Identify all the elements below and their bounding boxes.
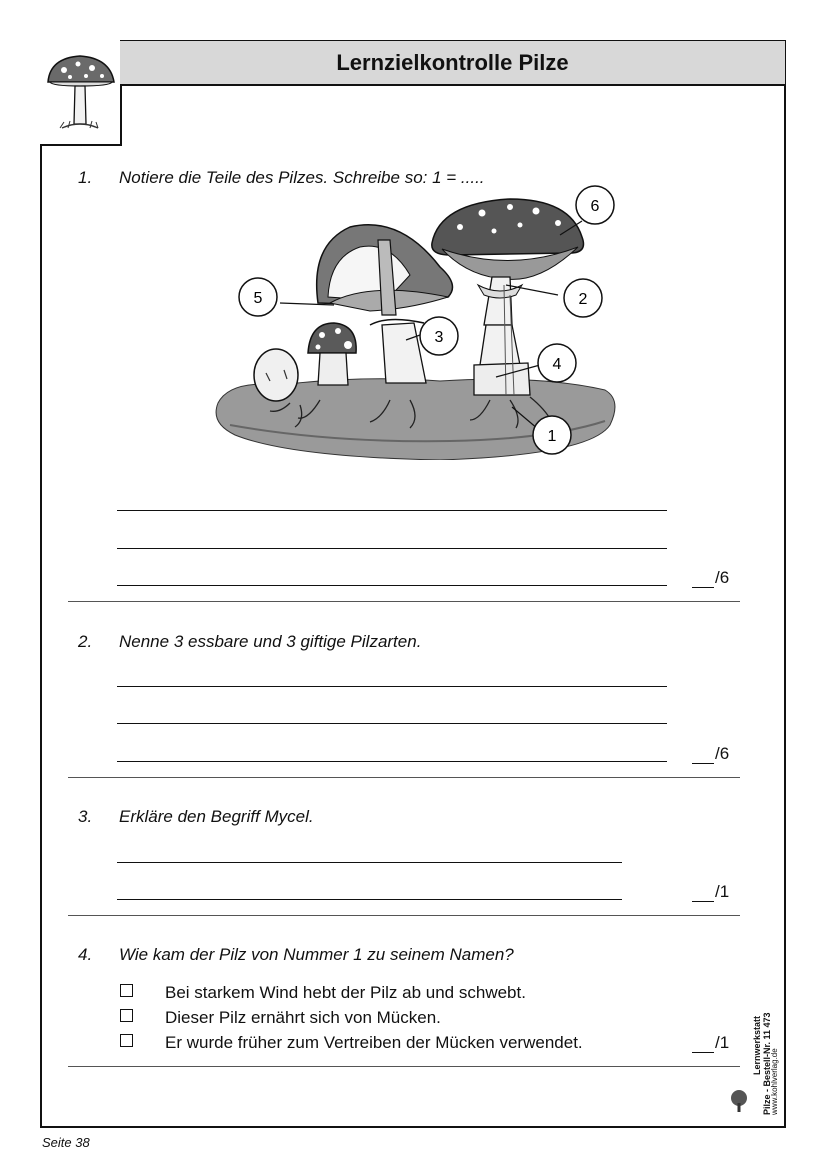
- label-6: [576, 186, 614, 224]
- label-1: [533, 416, 571, 454]
- checkbox[interactable]: [120, 1009, 133, 1022]
- publisher-info: [748, 925, 778, 1115]
- svg-text:5: 5: [253, 290, 263, 307]
- section-divider: [68, 777, 740, 778]
- question-text: Wie kam der Pilz von Nummer 1 zu seinem Namen?: [119, 945, 514, 964]
- svg-text:2: 2: [578, 291, 588, 308]
- score-blank[interactable]: [692, 747, 714, 764]
- question-number: 4.: [78, 945, 93, 964]
- question-text: Notiere die Teile des Pilzes. Schreibe so: 1 = .....: [119, 168, 485, 187]
- section-divider: [68, 1066, 740, 1067]
- page-number: Seite 38: [42, 1135, 90, 1150]
- question-text: Nenne 3 essbare und 3 giftige Pilzarten.: [119, 632, 422, 651]
- publisher-series: Lernwerkstatt: [752, 1015, 762, 1075]
- question-number: 2.: [78, 632, 93, 651]
- question-number: 3.: [78, 807, 93, 826]
- svg-text:3: 3: [434, 329, 444, 346]
- score-q1: /6: [692, 568, 729, 588]
- question-number: 1.: [78, 168, 93, 187]
- option-1[interactable]: Bei starkem Wind hebt der Pilz ab und schwebt.: [120, 983, 526, 1003]
- score-blank[interactable]: [692, 1036, 714, 1053]
- svg-text:6: 6: [590, 198, 600, 215]
- page-title: Lernzielkontrolle Pilze: [336, 49, 569, 75]
- label-4: [538, 344, 576, 382]
- answer-line[interactable]: [117, 585, 667, 586]
- checkbox[interactable]: [120, 984, 133, 997]
- answer-line[interactable]: [117, 862, 622, 863]
- score-blank[interactable]: [692, 885, 714, 902]
- publisher-website: www.kohlverlag.de: [770, 1048, 779, 1115]
- score-blank[interactable]: [692, 571, 714, 588]
- answer-line[interactable]: [117, 510, 667, 511]
- answer-line[interactable]: [117, 761, 667, 762]
- publisher-order-number: Pilze - Bestell-Nr. 11 473: [762, 1012, 772, 1115]
- score-q2: /6: [692, 744, 729, 764]
- question-text: Erkläre den Begriff Mycel.: [119, 807, 314, 826]
- checkbox[interactable]: [120, 1034, 133, 1047]
- title-bar: [120, 41, 785, 86]
- tree-logo-icon: [728, 1088, 750, 1114]
- svg-text:1: 1: [547, 428, 557, 445]
- option-3[interactable]: Er wurde früher zum Vertreiben der Mücken verwendet.: [120, 1033, 583, 1053]
- option-2[interactable]: Dieser Pilz ernährt sich von Mücken.: [120, 1008, 441, 1028]
- label-3: [420, 317, 458, 355]
- mushroom-logo: [40, 40, 122, 146]
- mushroom-illustration: [210, 185, 630, 460]
- score-q4: /1: [692, 1033, 729, 1053]
- section-divider: [68, 915, 740, 916]
- answer-line[interactable]: [117, 686, 667, 687]
- answer-line[interactable]: [117, 548, 667, 549]
- answer-line[interactable]: [117, 723, 667, 724]
- svg-text:4: 4: [552, 356, 562, 373]
- score-q3: /1: [692, 882, 729, 902]
- label-5: [239, 278, 277, 316]
- section-divider: [68, 601, 740, 602]
- label-2: [564, 279, 602, 317]
- answer-line[interactable]: [117, 899, 622, 900]
- fly-agaric-icon: [40, 40, 120, 144]
